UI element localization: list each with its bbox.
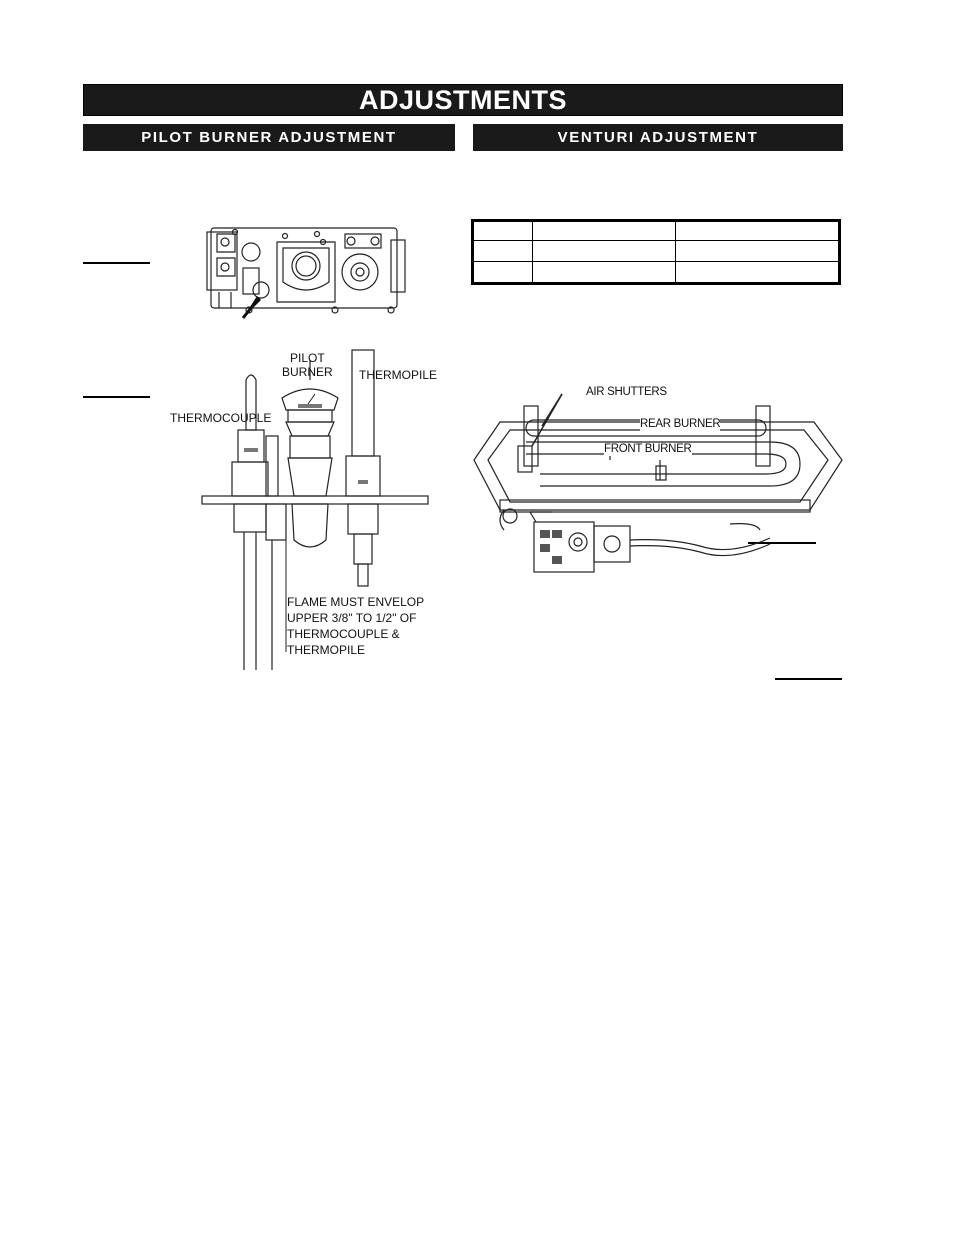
pilot-burner-label: PILOT BURNER [282, 351, 333, 379]
table-cell [676, 241, 839, 262]
burner-assembly-illustration [470, 380, 848, 580]
venturi-adjustment-heading: VENTURI ADJUSTMENT [473, 124, 843, 151]
air-shutters-label: AIR SHUTTERS [586, 386, 667, 398]
table-cell [533, 222, 676, 241]
table-row [474, 241, 839, 262]
flame-envelop-note: FLAME MUST ENVELOP UPPER 3/8" TO 1/2" OF THERMOCOUPLE & THERMOPILE [287, 595, 425, 657]
thermopile-label: THERMOPILE [359, 368, 438, 382]
table-cell [676, 262, 839, 283]
gas-valve-illustration [205, 222, 410, 322]
figure-label-rule-2 [83, 396, 150, 398]
table-cell [474, 262, 533, 283]
table-cell [533, 262, 676, 283]
figure-label-rule-1 [83, 262, 150, 264]
table-cell [676, 222, 839, 241]
venturi-table [471, 219, 841, 285]
table-cell [474, 222, 533, 241]
rear-burner-label: REAR BURNER [640, 418, 721, 430]
thermocouple-label: THERMOCOUPLE [170, 411, 272, 425]
table-cell [533, 241, 676, 262]
figure-label-rule-4 [775, 678, 842, 680]
page-title: ADJUSTMENTS [83, 84, 843, 116]
table-cell [474, 241, 533, 262]
front-burner-label: FRONT BURNER [604, 443, 692, 455]
table-row [474, 222, 839, 241]
table-row [474, 262, 839, 283]
pilot-burner-adjustment-heading: PILOT BURNER ADJUSTMENT [83, 124, 455, 151]
